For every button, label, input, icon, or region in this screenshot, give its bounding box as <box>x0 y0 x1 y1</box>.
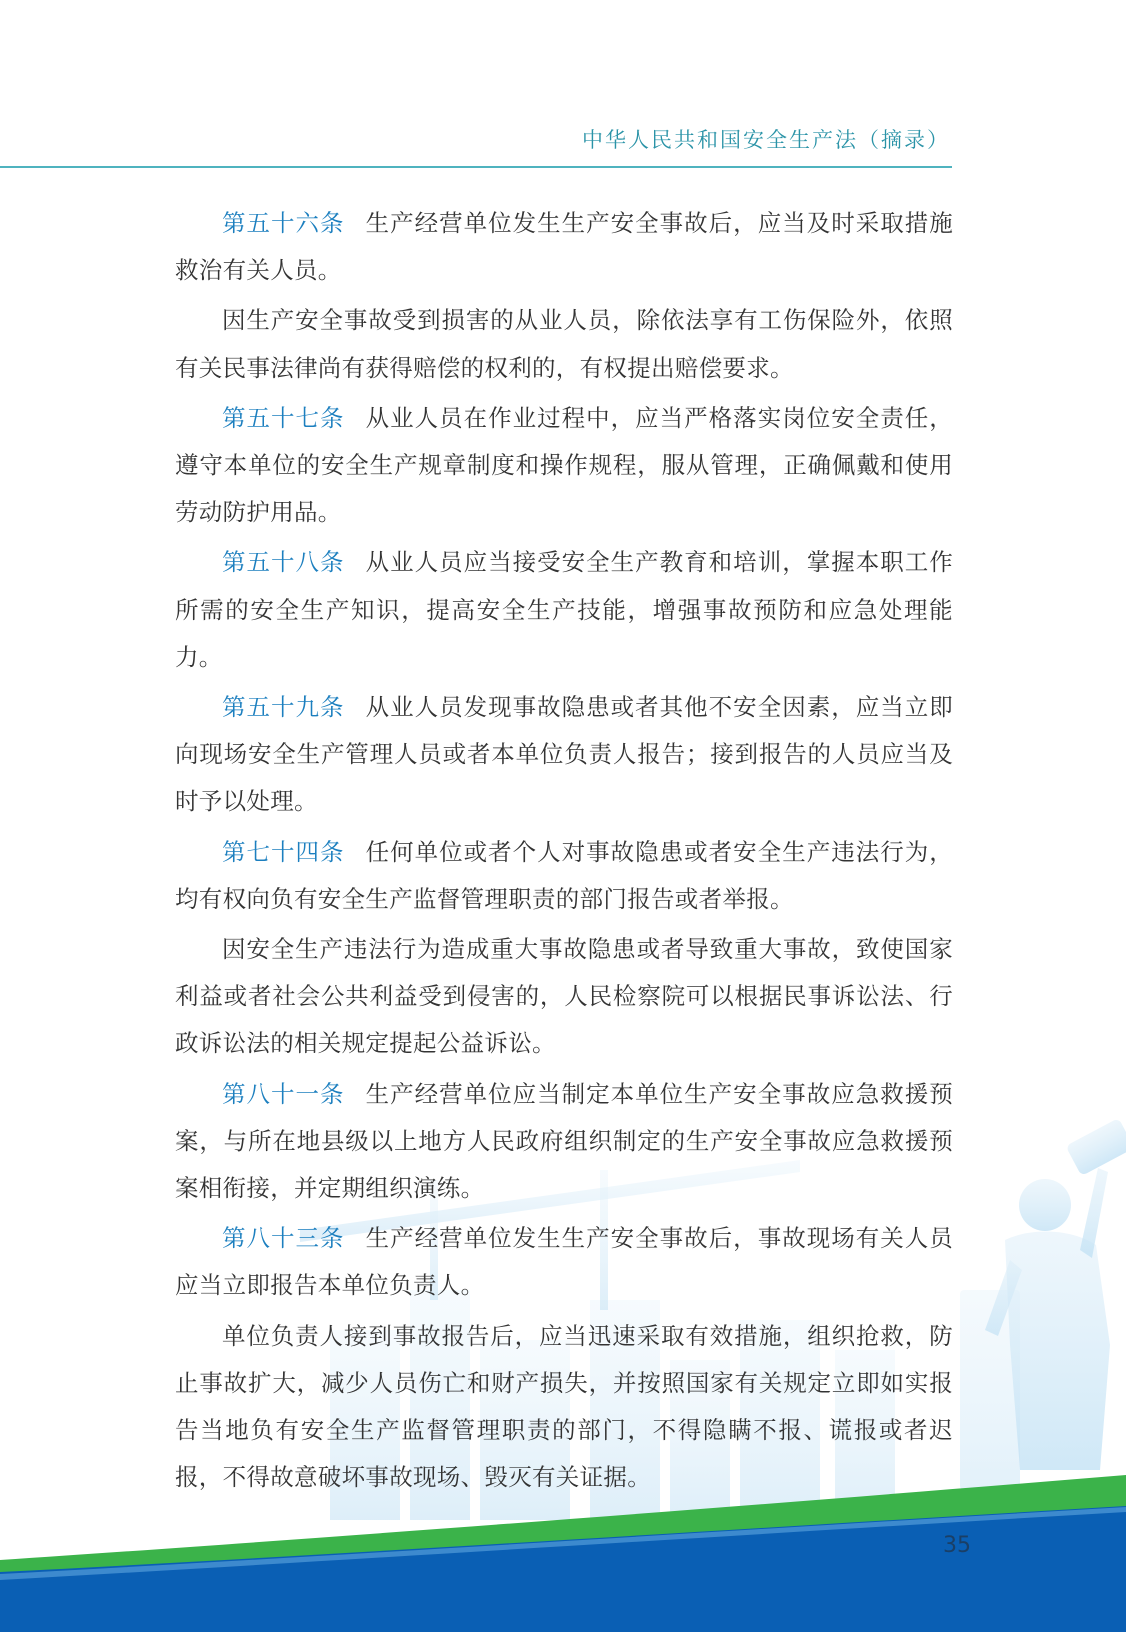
article-text: 单位负责人接到事故报告后，应当迅速采取有效措施，组织抢救，防止事故扩大，减少人员伤亡和财产损失，并按照国家有关规定立即如实报告当地负有安全生产监督管理职责的部门，不得隐瞒不报、谎报或者迟报，不得故意破坏事故现场、毁灭有关证据。 <box>175 1321 953 1492</box>
article-text: 任何单位或者个人对事故隐患或者安全生产违法行为，均有权向负有安全生产监督管理职责的部门报告或者举报。 <box>175 837 954 913</box>
article-label: 第八十一条 <box>222 1079 345 1108</box>
article-paragraph <box>175 926 953 1068</box>
article-paragraph <box>175 1215 953 1309</box>
article-label: 第五十八条 <box>222 548 345 577</box>
article-label: 第五十六条 <box>222 209 345 237</box>
article-label: 第七十四条 <box>222 837 345 866</box>
article-label: 第八十三条 <box>222 1224 345 1253</box>
article-paragraph <box>175 395 953 537</box>
article-text: 生产经营单位应当制定本单位生产安全事故应急救援预案，与所在地县级以上地方人民政府组织制定的生产安全事故应急救援预案相衔接，并定期组织演练。 <box>175 1079 954 1203</box>
article-text: 生产经营单位发生生产安全事故后，应当及时采取措施救治有关人员。 <box>175 209 954 285</box>
article-paragraph <box>175 684 953 826</box>
article-text: 生产经营单位发生生产安全事故后，事故现场有关人员应当立即报告本单位负责人。 <box>175 1224 954 1300</box>
header-title: 中华人民共和国安全生产法（摘录） <box>582 128 950 152</box>
article-paragraph <box>175 200 953 294</box>
article-label: 第五十九条 <box>222 693 345 722</box>
article-text: 从业人员发现事故隐患或者其他不安全因素，应当立即向现场安全生产管理人员或者本单位负责人报告；接到报告的人员应当及时予以处理。 <box>175 693 954 816</box>
article-label: 第五十七条 <box>222 403 345 432</box>
article-paragraph <box>175 1071 953 1213</box>
article-text: 从业人员在作业过程中，应当严格落实岗位安全责任，遵守本单位的安全生产规章制度和操作规程，服从管理，正确佩戴和使用劳动防护用品。 <box>175 403 954 527</box>
article-list <box>175 200 953 1504</box>
article-paragraph <box>175 297 953 391</box>
article-paragraph <box>175 1313 953 1502</box>
worker-silhouette <box>960 1118 1126 1490</box>
article-text: 因生产安全事故受到损害的从业人员，除依法享有工伤保险外，依照有关民事法律尚有获得赔偿的权利的，有权提出赔偿要求。 <box>175 306 953 382</box>
page-number: 35 <box>943 1533 971 1558</box>
article-paragraph <box>175 539 953 681</box>
article-text: 因安全生产违法行为造成重大事故隐患或者导致重大事故，致使国家利益或者社会公共利益受到侵害的，人民检察院可以根据民事诉讼法、行政诉讼法的相关规定提起公益诉讼。 <box>175 935 953 1058</box>
article-paragraph <box>175 829 953 923</box>
article-text: 从业人员应当接受安全生产教育和培训，掌握本职工作所需的安全生产知识，提高安全生产技能，增强事故预防和应急处理能力。 <box>175 548 954 671</box>
header-divider <box>0 166 952 168</box>
